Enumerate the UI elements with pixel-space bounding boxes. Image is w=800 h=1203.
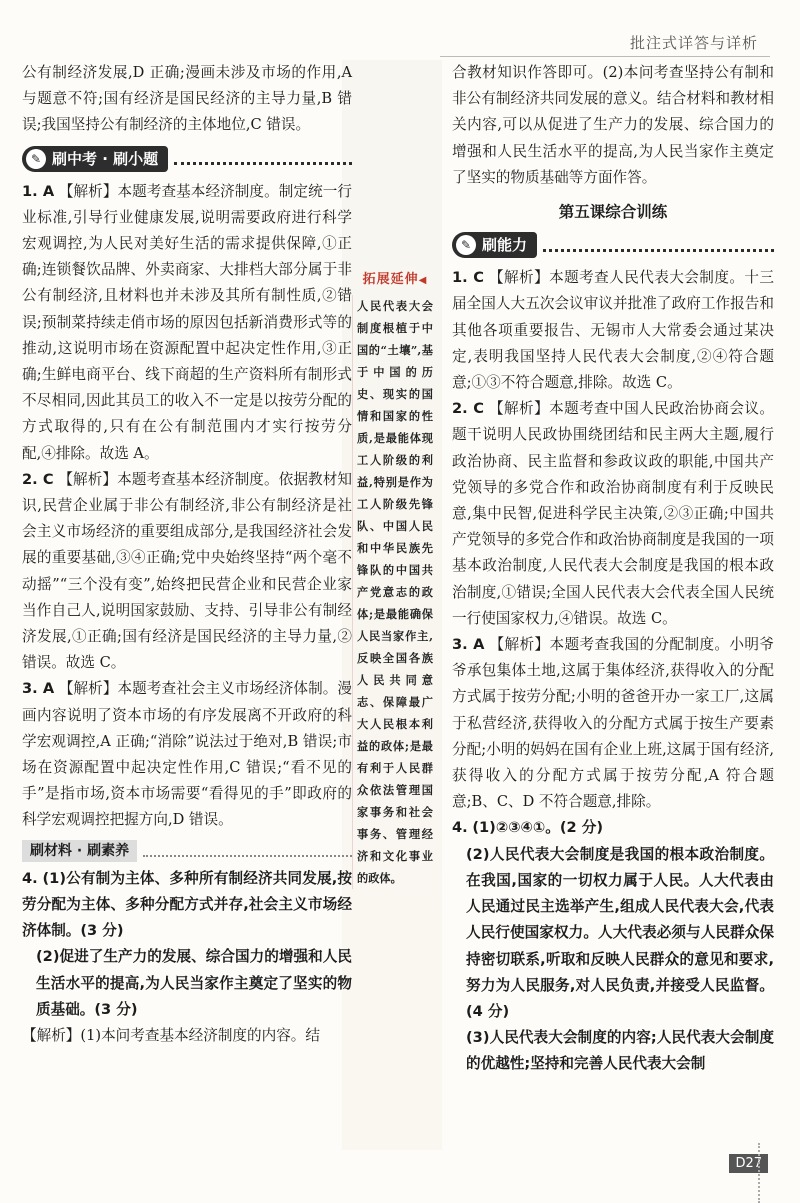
answer-part: (2)促进了生产力的发展、综合国力的增强和人民生活水平的提高,为人民当家作主奠定了坚实的物质基础。(3 分) [36, 948, 352, 1018]
item-number: 2. C [22, 470, 54, 488]
section-title: 刷材料 · 刷素养 [22, 840, 137, 862]
item-text: 本题考查中国人民政治协商会议。题干说明人民政协围绕团结和民主两大主题,履行政治协商、民主监督和参政议政的职能,中国共产党领导的多党合作和政治协商制度有利于反映民意,集中民智,促进科学民主决策,②③正确;中国共产党领导的多党合作和政治协商制度是我国的一项基本政治制度,人民代表大会制度是我国的根本政治制度,①错误;全国人民代表大会代表全国人民统一行使国家权力,④错误。故选 C。 [452, 400, 774, 627]
item-number: 3. A [452, 636, 485, 654]
right-intro: 合教材知识作答即可。(2)本问考查坚持公有制和非公有制经济共同发展的意义。结合材料和教材相关内容,可以从促进了生产力的发展、综合国力的增强和人民生活水平的提高,为人民当家作主奠定了坚实的物质基础等方面作答。 [452, 64, 774, 186]
item-number: 4. [22, 869, 38, 887]
margin-note-title-text: 拓展延伸 [362, 272, 419, 287]
item-text: 本题考查人民代表大会制度。十三届全国人大五次会议审议并批准了政府工作报告和其他各项重要报告、无锡市人大常委会通过某决定,表明我国坚持人民代表大会制度,②④符合题意;①③不符合题意,排除。故选 C。 [452, 269, 774, 392]
answer-part: (1)②③④①。(2 分) [472, 819, 604, 837]
book-icon: ✎ [456, 235, 476, 255]
item-number: 2. C [452, 400, 484, 418]
answer-item [452, 396, 774, 632]
book-icon: ✎ [26, 149, 46, 169]
analysis-tag: 【解析】 [22, 1026, 81, 1044]
answer-item [22, 179, 352, 467]
item-number: 1. A [22, 182, 55, 200]
section-title: 刷能力 [482, 236, 528, 255]
analysis-tag: 【解析】 [58, 470, 118, 488]
dotted-rule [143, 845, 352, 857]
answer-item [452, 815, 774, 841]
analysis-tag: 【解析】 [489, 636, 550, 654]
margin-note-title [352, 268, 438, 287]
right-column [452, 60, 774, 1078]
answer-item [22, 467, 352, 677]
analysis-text: (1)本问考查基本经济制度的内容。结 [80, 1026, 320, 1044]
item-number: 1. C [452, 269, 484, 287]
item-text: 本题考查社会主义市场经济体制。漫画内容说明了资本市场的有序发展离不开政府的科学宏观调控,A 正确;“消除”说法过于绝对,B 错误;市场在资源配置中起决定性作用,C 错误;“看不见的手”是指市场,资本市场需要“看得见的手”即政府的科学宏观调控把握方向,D 错误。 [22, 680, 352, 829]
section-badge [22, 146, 168, 172]
item-text: 本题考查我国的分配制度。小明爷爷承包集体土地,这属于集体经济,获得收入的分配方式属于按劳分配;小明的爸爸开办一家工厂,这属于私营经济,获得收入的分配方式属于按生产要素分配;小明的妈妈在国有企业上班,这属于国有经济,获得收入的分配方式属于按劳分配,A 符合题意;B、C、D 不符合题意,排除。 [452, 636, 775, 811]
section-header-quiz [22, 145, 352, 173]
item-text: 本题考查基本经济制度。制定统一行业标准,引导行业健康发展,说明需要政府进行科学宏观调控,为人民对美好生活的需求提供保障,①正确;连锁餐饮品牌、外卖商家、大排档大部分属于非公有制经济,且材料也并未涉及其所有制性质,②错误;预制菜持续走俏市场的原因包括新消费形式等的推动,这说明市场在资源配置中起决定性作用,③正确;生鲜电商平台、线下商超的生产资料所有制形式不尽相同,因此其员工的收入不一定是以按劳分配的方式取得的,只有在公有制范围内才实行按劳分配,④排除。故选 A。 [22, 182, 352, 462]
item-number: 4. [452, 819, 468, 837]
answer-part-block [452, 1025, 774, 1077]
answer-part: (2)人民代表大会制度是我国的根本政治制度。在我国,国家的一切权力属于人民。人大代表由人民通过民主选举产生,组成人民代表大会,代表人民行使国家权力。人大代表必须与人民群众保持密切联系,听取和反映人民群众的意见和要求,努力为人民服务,对人民负责,并接受人民监督。(4 分) [466, 845, 774, 1020]
answer-part: (1)公有制为主体、多种所有制经济共同发展,按劳分配为主体、多种分配方式并存,社会主义市场经济体制。(3 分) [22, 869, 353, 940]
section-title: 刷中考 · 刷小题 [52, 149, 159, 168]
header-rule [440, 56, 770, 57]
item-text: 本题考查基本经济制度。依据教材知识,民营企业属于非公有制经济,非公有制经济是社会主义市场经济的重要组成部分,是我国经济社会发展的重要基础,③④正确;党中央始终坚持“两个毫不动摇”“三个没有变”,始终把民营企业和民营企业家当作自己人,说明国家鼓励、支持、引导非公有制经济发展,①正确;国有经济是国民经济的主导力量,②错误。故选 C。 [22, 470, 352, 672]
page-header: 批注式详答与详析 [629, 34, 758, 52]
analysis-tag: 【解析】 [489, 400, 550, 418]
left-intro: 公有制经济发展,D 正确;漫画未涉及市场的作用,A 与题意不符;国有经济是国民经济的主导力量,B 错误;我国坚持公有制经济的主体地位,C 错误。 [22, 64, 352, 134]
answer-item [452, 265, 774, 396]
lesson-title: 第五课综合训练 [558, 203, 668, 222]
section-header-material [22, 840, 352, 862]
section-badge [452, 232, 537, 258]
section-header-ability [452, 231, 774, 259]
dotted-rule [543, 239, 774, 252]
margin-note-body: 人民代表大会制度根植于中国的“土壤”,基于中国的历史、现实的国情和国家的性质,是最能体现工人阶级的利益,特别是作为工人阶级先锋队、中国人民和中华民族先锋队的中国共产党意志的政体;是最能确保人民当家作主,反映全国各族人民共同意志、保障最广大人民根本利益的政体;是最有利于人民群众依法管理国家事务和社会事务、管理经济和文化事业的政体。 [352, 295, 433, 889]
dotted-rule [174, 152, 352, 165]
analysis-tag: 【解析】 [58, 182, 118, 200]
left-column [22, 60, 352, 1049]
analysis-block [22, 1023, 352, 1049]
answer-item [22, 676, 352, 833]
answer-part: (3)人民代表大会制度的内容;人民代表大会制度的优越性;坚持和完善人民代表大会制 [466, 1029, 774, 1073]
arrow-left-icon: ◀ [418, 275, 428, 286]
margin-note [352, 268, 438, 889]
answer-part-block [452, 842, 774, 1025]
item-number: 3. A [22, 680, 55, 698]
answer-part-block [22, 944, 352, 1023]
corner-decoration [758, 1143, 800, 1203]
answer-item [22, 866, 352, 945]
analysis-tag: 【解析】 [489, 269, 550, 287]
page-number: D27 [729, 1154, 768, 1173]
answer-item [452, 632, 774, 815]
analysis-tag: 【解析】 [58, 680, 118, 698]
